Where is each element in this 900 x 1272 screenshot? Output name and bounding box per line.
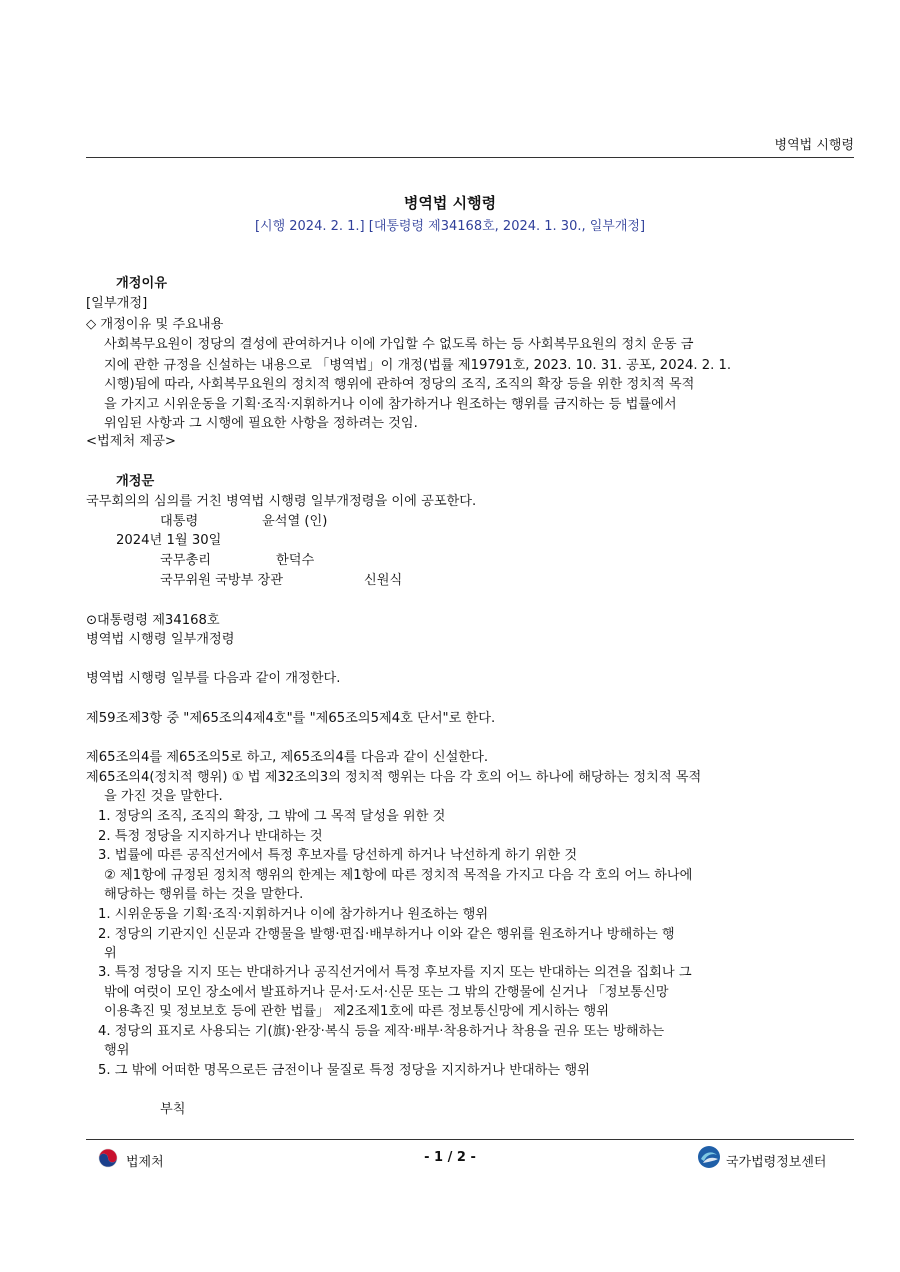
list-item: 1. 시위운동을 기획·조직·지휘하거나 이에 참가하거나 원조하는 행위 [98,907,489,922]
list-item: 1. 정당의 조직, 조직의 확장, 그 밖에 그 목적 달성을 위한 것 [98,809,446,824]
list-item-continuation: 행위 [104,1043,130,1058]
minister-title: 국무위원 국방부 장관 [160,573,284,588]
reason-bullet: ◇ 개정이유 및 주요내용 [86,317,224,332]
reason-line: 을 가지고 시위운동을 기획·조직·지휘하거나 이에 참가하거나 원조하는 행위를 금지하는 등 법률에서 [104,397,677,412]
list-item: 3. 법률에 따른 공직선거에서 특정 후보자를 당선하게 하거나 낙선하게 하기 위한 것 [98,848,578,863]
decree-title: 병역법 시행령 일부개정령 [86,632,235,647]
document-subtitle: [시행 2024. 2. 1.] [대통령령 제34168호, 2024. 1. 30., 일부개정] [254,219,646,234]
list-item-continuation: 위 [104,946,117,961]
reason-line: 사회복무요원이 정당의 결성에 관여하거나 이에 가입할 수 없도록 하는 등 사회복무요원의 정치 운동 금 [104,337,694,352]
running-header-title: 병역법 시행령 [774,138,854,153]
prime-minister-title: 국무총리 [160,553,211,568]
supplementary-provisions-heading: 부칙 [160,1102,186,1117]
reason-line: 시행)됨에 따라, 사회복무요원의 정치적 행위에 관하여 정당의 조직, 조직의 확장 등을 위한 정치적 목적 [104,377,695,392]
president-title: 대통령 [160,514,199,529]
prime-minister-name: 한덕수 [276,553,315,568]
document-title: 병역법 시행령 [403,194,497,212]
president-name: 윤석열 (인) [262,514,328,529]
promulgation-text: 국무회의의 심의를 거친 병역법 시행령 일부개정령을 이에 공포한다. [86,494,477,509]
list-item: 2. 특정 정당을 지지하거나 반대하는 것 [98,829,323,844]
list-item-continuation: 밖에 여럿이 모인 장소에서 발표하거나 문서·도서·신문 또는 그 밖의 간행물에 싣거나 「정보통신망 [104,985,669,1000]
list-item: 3. 특정 정당을 지지 또는 반대하거나 공직선거에서 특정 후보자를 지지 또는 반대하는 의견을 집회나 그 [98,965,692,980]
amendment-change-1: 제59조제3항 중 "제65조의4제4호"를 "제65조의5제4호 단서"로 한다. [86,711,496,726]
paragraph-2-line: 해당하는 행위를 하는 것을 말한다. [104,887,304,902]
list-item: 5. 그 밖에 어떠한 명목으로든 금전이나 물질로 특정 정당을 지지하거나 반대하는 행위 [98,1063,590,1078]
list-item-continuation: 이용촉진 및 정보보호 등에 관한 법률」 제2조제1호에 따른 정보통신망에 게시하는 행위 [104,1004,610,1019]
reason-heading: 개정이유 [116,276,167,291]
footer-left-org: 법제처 [126,1155,164,1170]
footer-right-org: 국가법령정보센터 [726,1155,827,1170]
decree-number: ⊙대통령령 제34168호 [86,613,220,628]
footer-divider [86,1139,854,1140]
amendment-intro: 병역법 시행령 일부를 다음과 같이 개정한다. [86,671,341,686]
paragraph-2-line: ② 제1항에 규정된 정치적 행위의 한계는 제1항에 따른 정치적 목적을 가지고 다음 각 호의 어느 하나에 [104,868,693,883]
header-divider [86,157,854,158]
minister-name: 신원식 [364,573,403,588]
reason-source: <법제처 제공> [86,434,176,449]
list-item: 4. 정당의 표지로 사용되는 기(旗)·완장·복식 등을 제작·배부·착용하거나 착용을 권유 또는 방해하는 [98,1024,665,1039]
amendment-type: [일부개정] [86,296,148,311]
article-line: 을 가진 것을 말한다. [104,789,223,804]
amendment-change-2: 제65조의4를 제65조의5로 하고, 제65조의4를 다음과 같이 신설한다. [86,750,489,765]
list-item: 2. 정당의 기관지인 신문과 간행물을 발행·편집·배부하거나 이와 같은 행위를 원조하거나 방해하는 행 [98,927,675,942]
page-number: - 1 / 2 - [424,1150,476,1165]
law-info-center-logo-icon [697,1145,721,1169]
reason-line: 위임된 사항과 그 시행에 필요한 사항을 정하려는 것임. [104,416,418,431]
article-line: 제65조의4(정치적 행위) ① 법 제32조의3의 정치적 행위는 다음 각 호의 어느 하나에 해당하는 정치적 목적 [86,770,702,785]
amendment-heading: 개정문 [116,474,155,489]
reason-line: 지에 관한 규정을 신설하는 내용으로 「병역법」이 개정(법률 제19791호, 2023. 10. 31. 공포, 2024. 2. 1. [104,358,732,373]
promulgation-date: 2024년 1월 30일 [116,533,222,548]
